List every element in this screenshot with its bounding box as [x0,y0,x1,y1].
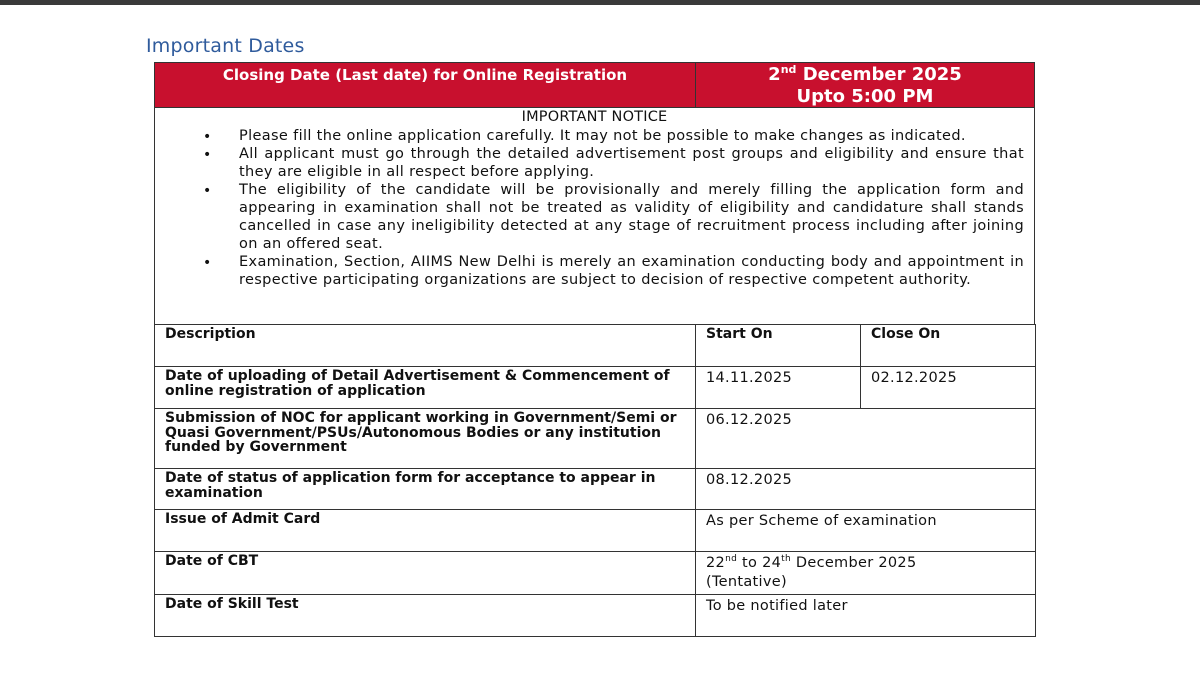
closing-date-label: Closing Date (Last date) for Online Registration [155,63,696,107]
table-header-row [155,325,1036,367]
table-row [155,367,1036,409]
dates-table [154,324,1036,637]
bullet-icon: • [203,147,212,163]
closing-date-value [696,63,1034,108]
notice-list [155,127,1034,289]
row-start: 14.11.2025 [696,367,861,409]
closing-time: Upto 5:00 PM [796,86,934,107]
row-start: As per Scheme of examination [696,510,1036,552]
table-row [155,409,1036,469]
row-start: To be notified later [696,595,1036,637]
notice-item: • All applicant must go through the detailed advertisement post groups and eligibility and ensure that they are eligible in all respect before applying. [203,146,1024,180]
row-close: 02.12.2025 [861,367,1036,409]
row-start: 22nd to 24th December 2025 (Tentative) [696,552,1036,595]
closing-date-banner [154,62,1035,108]
header-description: Description [155,325,696,367]
top-bar [0,0,1200,5]
bullet-icon: • [203,183,212,199]
header-close-on: Close On [861,325,1036,367]
row-description: Issue of Admit Card [155,510,696,552]
table-row [155,510,1036,552]
tentative-note: (Tentative) [706,574,787,590]
row-start: 08.12.2025 [696,469,1036,510]
row-start: 06.12.2025 [696,409,1036,469]
table-row [155,469,1036,510]
section-heading: Important Dates [146,35,305,57]
notice-item: • The eligibility of the candidate will be provisionally and merely filling the application form and appearing in examination shall not be treated as validity of eligibility and candidature shall stands cancelled in case any ineligibility detected at any stage of recruitment process including after joining on an offered seat. [203,182,1024,252]
row-description: Date of CBT [155,552,696,595]
notice-item: • Examination, Section, AIIMS New Delhi is merely an examination conducting body and appointment in respective participating organizations are subject to decision of respective competent authority. [203,254,1024,288]
row-description: Date of Skill Test [155,595,696,637]
important-notice [154,108,1035,325]
bullet-icon: • [203,129,212,145]
notice-item: • Please fill the online application carefully. It may not be possible to make changes as indicated. [203,128,966,145]
closing-date: 2nd December 2025 [768,63,962,85]
row-description: Date of uploading of Detail Advertisement & Commencement of online registration of application [155,367,696,409]
header-start-on: Start On [696,325,861,367]
bullet-icon: • [203,255,212,271]
notice-title: IMPORTANT NOTICE [521,109,668,125]
table-row [155,552,1036,595]
row-description: Submission of NOC for applicant working in Government/Semi or Quasi Government/PSUs/Autonomous Bodies or any institution funded by Government [155,409,696,469]
row-description: Date of status of application form for acceptance to appear in examination [155,469,696,510]
table-row [155,595,1036,637]
